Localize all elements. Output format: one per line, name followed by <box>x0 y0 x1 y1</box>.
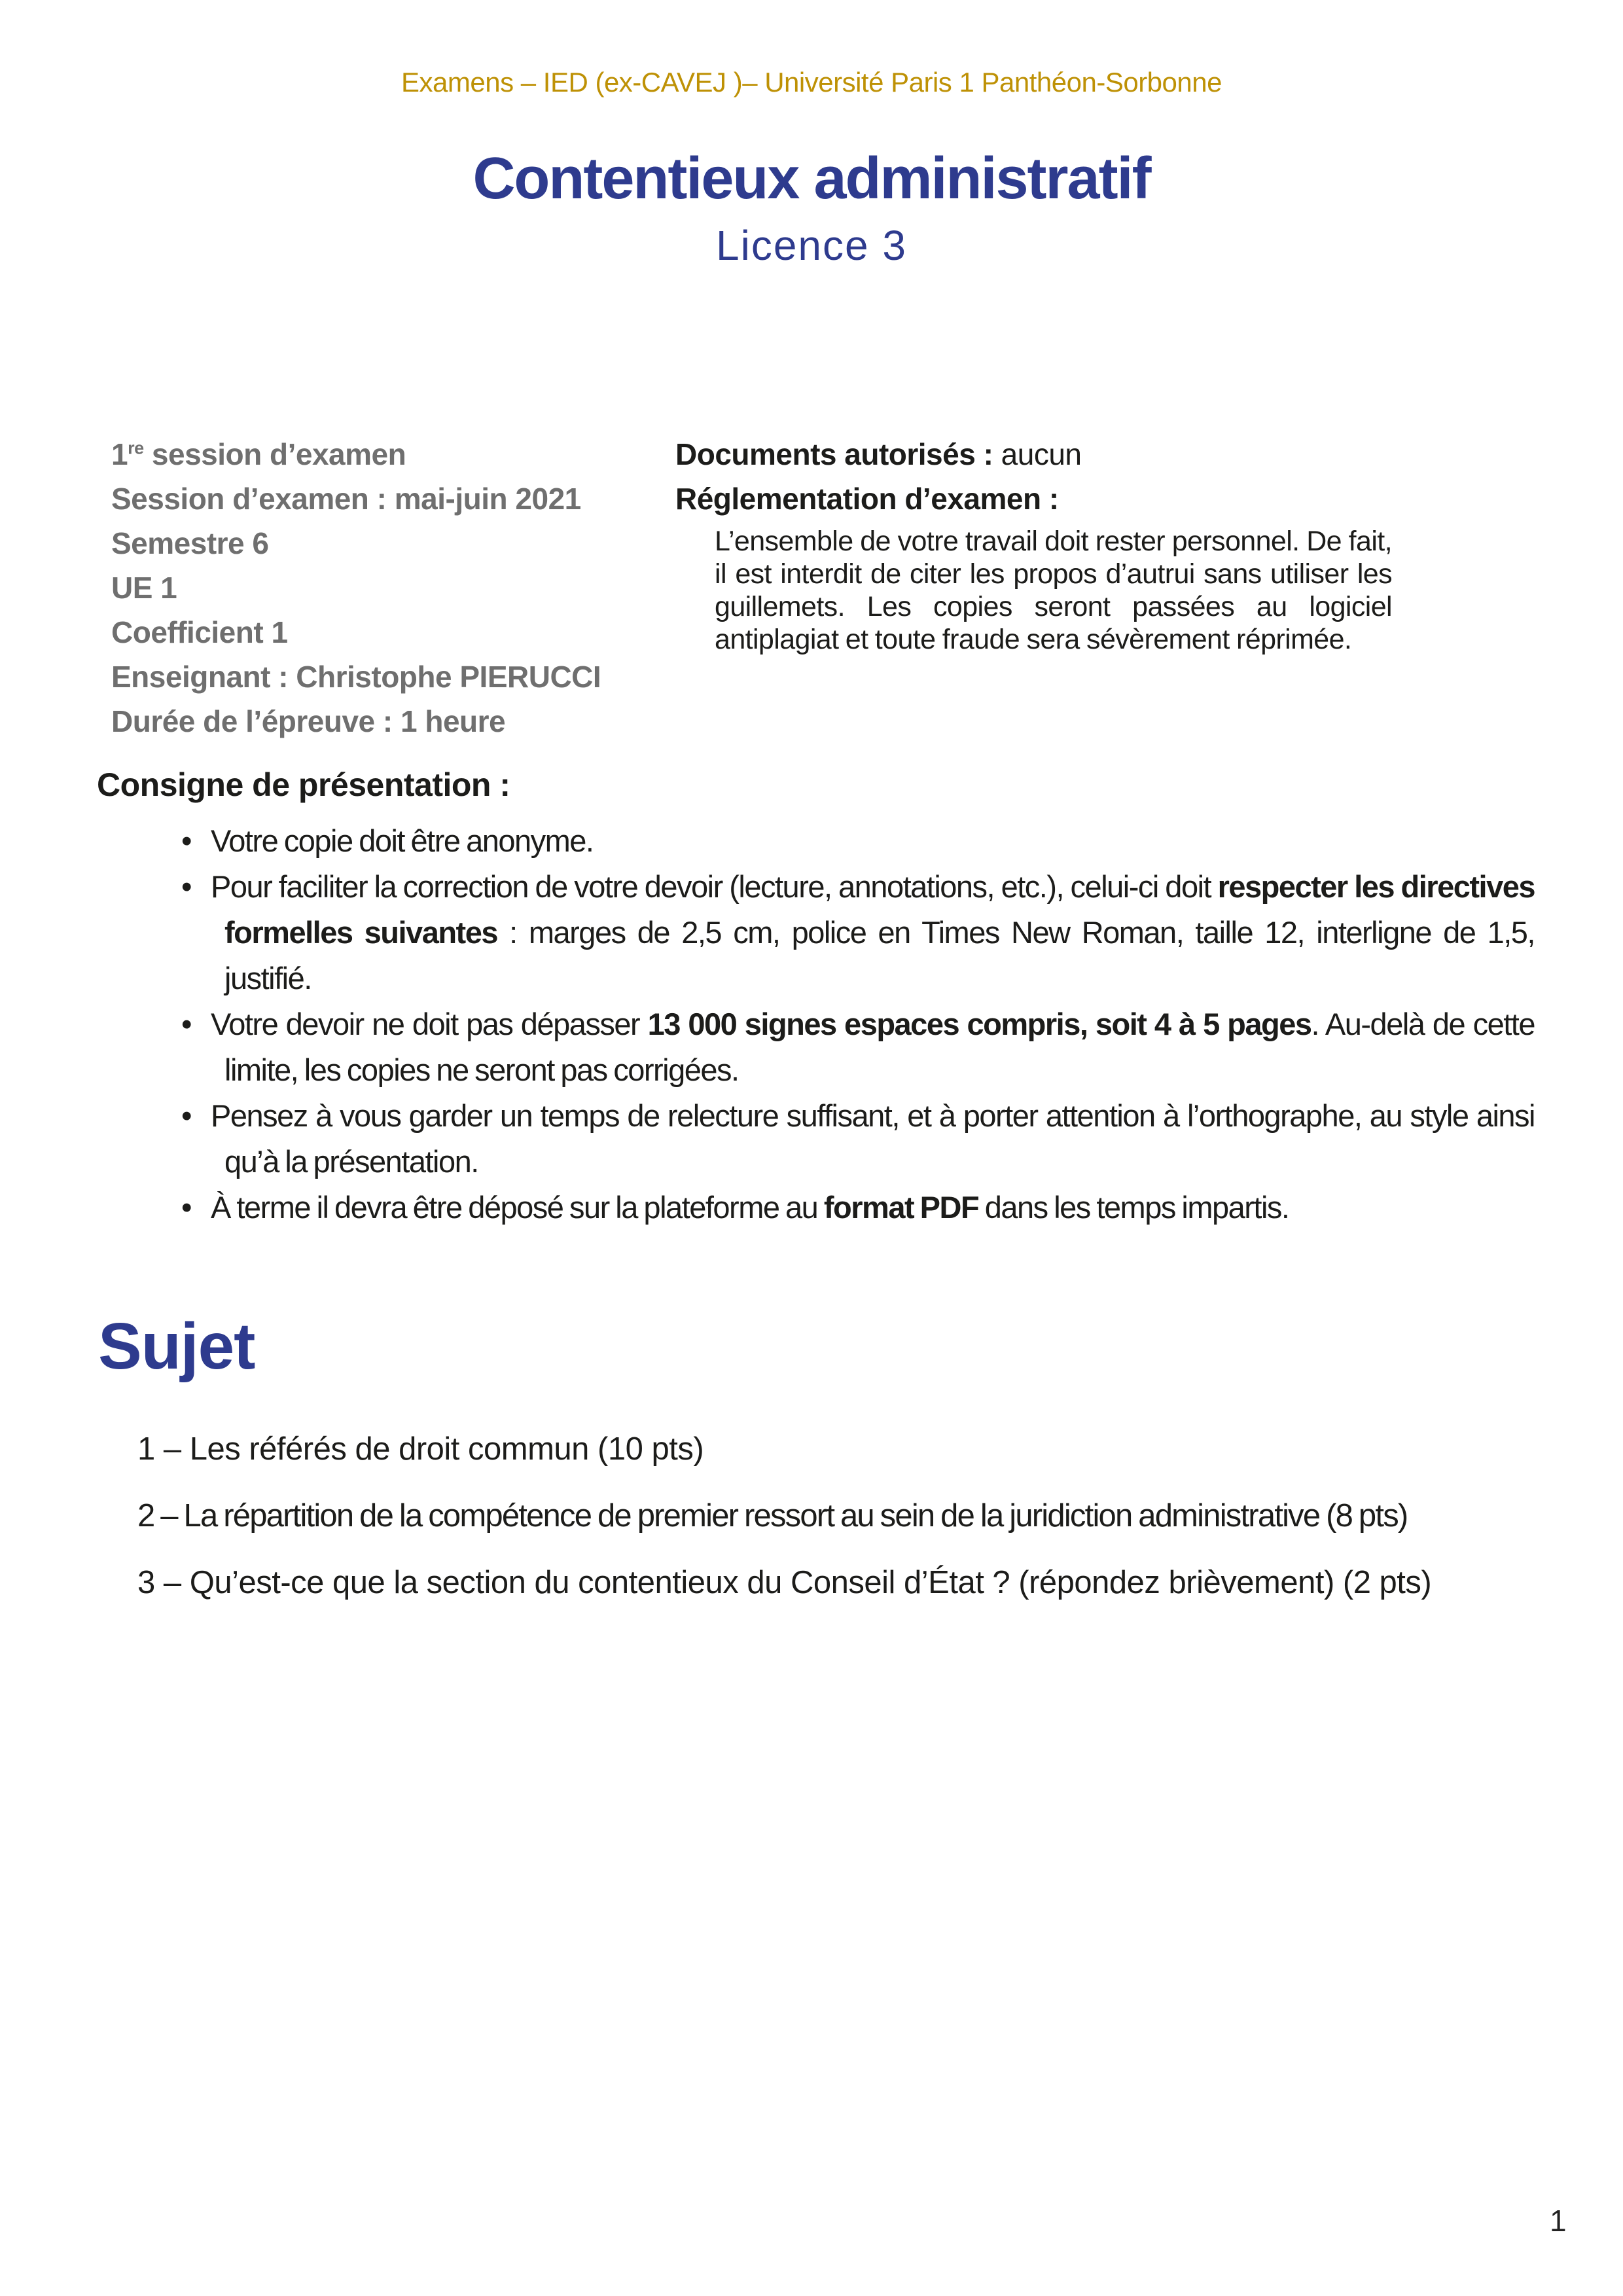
regulation-paragraph: L’ensemble de votre travail doit rester personnel. De fait, il est interdit de citer les propos d’autrui sans utiliser les guillemets. Les copies seront passées au logiciel antiplagiat et toute fraude sera sévèrement réprimée. <box>715 526 1392 655</box>
instruction-text: . Au-delà de cette limite, les copies ne seront pas corrigées. <box>224 1007 1535 1087</box>
presentation-instructions-list <box>173 818 1535 1230</box>
instruction-bold-text: 13 000 signes espaces compris, soit 4 à 5 pages <box>647 1007 1311 1041</box>
instruction-item-anonymous <box>173 818 1535 864</box>
document-header-line: Examens – IED (ex-CAVEJ )– Université Paris 1 Panthéon-Sorbonne <box>401 67 1222 98</box>
regulation-label: Réglementation d’examen : <box>675 482 1059 516</box>
instruction-item-proofreading <box>173 1093 1535 1185</box>
question-item-3: 3 – Qu’est-ce que la section du contentieux du Conseil d’État ? (répondez brièvement) (2 pts) <box>137 1565 1432 1600</box>
page-number: 1 <box>1550 2204 1567 2238</box>
meta-teacher: Enseignant : Christophe PIERUCCI <box>111 660 601 694</box>
session-ordinal-label: session d’examen <box>143 437 406 471</box>
meta-duration: Durée de l’épreuve : 1 heure <box>111 704 506 738</box>
documents-allowed-line <box>675 432 1533 476</box>
subject-section-heading: Sujet <box>98 1310 255 1383</box>
meta-coefficient: Coefficient 1 <box>111 615 288 649</box>
question-item-2: 2 – La répartition de la compétence de premier ressort au sein de la juridiction administrative (8 pts) <box>137 1498 1408 1534</box>
exam-meta-block <box>111 432 668 744</box>
page-title: Contentieux administratif <box>473 146 1150 211</box>
meta-ue: UE 1 <box>111 571 177 605</box>
instruction-bold-text: respecter les directives formelles suivantes <box>224 869 1535 950</box>
page-subtitle: Licence 3 <box>716 222 907 269</box>
exam-rules-block <box>675 432 1533 656</box>
instruction-bold-text: format PDF <box>823 1190 979 1225</box>
documents-allowed-label: Documents autorisés : <box>675 437 993 471</box>
instruction-item-length-limit <box>173 1001 1535 1093</box>
instruction-text: Votre copie doit être anonyme. <box>210 823 594 858</box>
session-ordinal-suffix: re <box>128 438 144 458</box>
questions-list <box>137 1426 1535 1626</box>
instruction-text: Votre devoir ne doit pas dépasser <box>210 1007 648 1041</box>
question-item-1: 1 – Les référés de droit commun (10 pts) <box>137 1431 704 1467</box>
instruction-text: : marges de 2,5 cm, police en Times New Roman, taille 12, interligne de 1,5, justifié. <box>224 915 1535 996</box>
instruction-text: Pensez à vous garder un temps de relecture suffisant, et à porter attention à l’orthographe, au style ainsi qu’à la présentation. <box>210 1098 1535 1179</box>
instruction-item-formatting <box>173 864 1535 1001</box>
instruction-text: À terme il devra être déposé sur la plateforme au <box>210 1190 824 1225</box>
session-ordinal-number: 1 <box>111 437 128 471</box>
meta-session-date: Session d’examen : mai-juin 2021 <box>111 482 581 516</box>
presentation-instructions-heading: Consigne de présentation : <box>97 766 510 803</box>
instruction-text: dans les temps impartis. <box>978 1190 1289 1225</box>
meta-session-ordinal-line <box>111 432 668 476</box>
documents-allowed-value: aucun <box>993 437 1082 471</box>
instruction-text: Pour faciliter la correction de votre devoir (lecture, annotations, etc.), celui-ci doit <box>210 869 1218 904</box>
meta-semester: Semestre 6 <box>111 526 269 560</box>
instruction-item-pdf-upload <box>173 1185 1535 1230</box>
